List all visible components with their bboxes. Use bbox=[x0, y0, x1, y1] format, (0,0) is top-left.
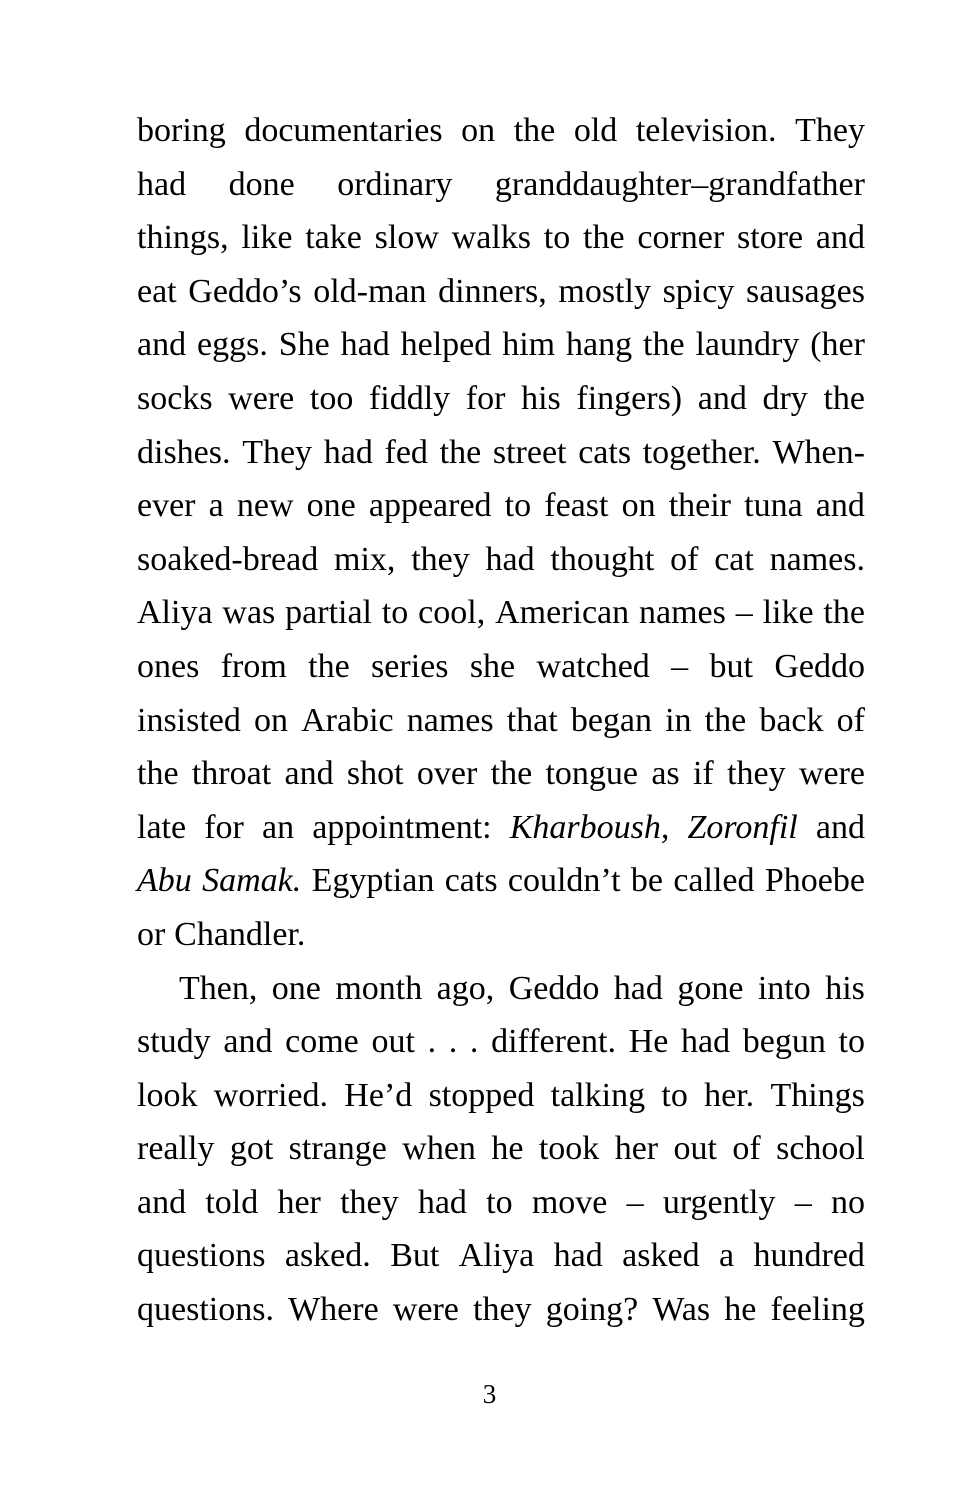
word: the bbox=[823, 379, 865, 417]
word: they bbox=[473, 1291, 532, 1329]
word: Then, bbox=[179, 969, 258, 1007]
word: questions. bbox=[137, 1291, 274, 1329]
word: to bbox=[838, 1023, 865, 1061]
word: a bbox=[208, 487, 224, 525]
word: was bbox=[222, 594, 276, 632]
word: couldn’t bbox=[507, 862, 621, 900]
word-italic: Zoronfil bbox=[687, 808, 798, 846]
word: had bbox=[485, 540, 535, 578]
word: on bbox=[621, 487, 656, 525]
text-line bbox=[137, 533, 865, 587]
word: new bbox=[236, 487, 294, 525]
text-line bbox=[137, 211, 865, 265]
text-line bbox=[137, 962, 865, 1016]
word: no bbox=[830, 1183, 865, 1221]
word: Aliya bbox=[458, 1237, 535, 1275]
text-line bbox=[137, 694, 865, 748]
text-line bbox=[137, 318, 865, 372]
word: on bbox=[461, 112, 496, 149]
word: an bbox=[261, 808, 295, 846]
word: take bbox=[305, 219, 362, 257]
word: he bbox=[491, 1130, 524, 1168]
word: eggs. bbox=[197, 326, 268, 364]
word: . bbox=[469, 1023, 479, 1061]
word: and bbox=[284, 755, 334, 793]
text-line bbox=[137, 1283, 865, 1337]
word: him bbox=[502, 326, 556, 364]
word: the bbox=[490, 755, 533, 793]
word: She bbox=[278, 326, 330, 364]
word: different. bbox=[491, 1023, 617, 1061]
word: they bbox=[727, 755, 786, 793]
word: appeared bbox=[368, 487, 492, 525]
word: questions bbox=[137, 1237, 266, 1275]
word: insisted bbox=[137, 701, 241, 739]
word: to bbox=[381, 594, 409, 632]
word: But bbox=[390, 1237, 440, 1275]
word: stopped bbox=[428, 1076, 535, 1114]
word: – bbox=[671, 647, 689, 685]
word: Geddo bbox=[508, 969, 600, 1007]
text-line bbox=[137, 265, 865, 319]
word: hundred bbox=[753, 1237, 865, 1275]
word: Was bbox=[652, 1291, 711, 1329]
word: too bbox=[309, 379, 354, 417]
word: into bbox=[757, 969, 811, 1007]
word: come bbox=[285, 1023, 359, 1061]
text-line bbox=[137, 747, 865, 801]
word: fed bbox=[384, 433, 428, 471]
word: dinners, bbox=[438, 272, 547, 310]
word: names bbox=[406, 701, 494, 739]
page-number: 3 bbox=[482, 1379, 497, 1409]
word: out bbox=[371, 1023, 415, 1061]
text-line bbox=[137, 104, 865, 158]
word: documentaries bbox=[244, 112, 443, 149]
word-italic: Abu bbox=[137, 862, 192, 900]
word: He bbox=[628, 1023, 669, 1061]
page-text-block bbox=[137, 104, 865, 1337]
text-line bbox=[137, 426, 865, 480]
word: for bbox=[465, 379, 506, 417]
word: going? bbox=[545, 1291, 639, 1329]
word: old bbox=[573, 112, 618, 149]
word: shot bbox=[346, 755, 404, 793]
word: walks bbox=[451, 219, 531, 257]
text-line bbox=[137, 1069, 865, 1123]
word: from bbox=[220, 647, 287, 685]
word: they bbox=[411, 540, 470, 578]
word: to bbox=[661, 1076, 688, 1114]
word: the bbox=[513, 112, 556, 149]
word: got bbox=[229, 1130, 274, 1168]
word: and bbox=[815, 219, 865, 257]
word: study bbox=[137, 1023, 211, 1061]
word: mostly bbox=[558, 272, 651, 310]
word: her. bbox=[704, 1076, 755, 1114]
word: to bbox=[543, 219, 571, 257]
word: – bbox=[735, 594, 753, 632]
word: the bbox=[439, 433, 482, 471]
word: done bbox=[228, 165, 295, 203]
word: (her bbox=[810, 326, 865, 364]
text-line bbox=[137, 908, 865, 962]
word: together. bbox=[642, 433, 761, 471]
word: had bbox=[323, 433, 373, 471]
word: look bbox=[137, 1076, 198, 1114]
word: one bbox=[306, 487, 356, 525]
word: for bbox=[204, 808, 244, 846]
text-line bbox=[137, 1122, 865, 1176]
word: Aliya bbox=[137, 594, 213, 632]
word: had bbox=[137, 165, 187, 203]
text-line bbox=[137, 158, 865, 212]
word: cat bbox=[714, 540, 754, 578]
word: . bbox=[427, 1023, 437, 1061]
word: as bbox=[651, 755, 680, 793]
word: had bbox=[417, 1183, 467, 1221]
text-line bbox=[137, 854, 865, 908]
word: really bbox=[137, 1130, 215, 1168]
word: when bbox=[402, 1130, 476, 1168]
word: boring bbox=[137, 112, 226, 149]
word: but bbox=[709, 647, 753, 685]
word: they bbox=[340, 1183, 399, 1221]
word: sausages bbox=[745, 272, 865, 310]
word: Chandler. bbox=[174, 915, 306, 953]
word: fiddly bbox=[368, 379, 451, 417]
word: feast bbox=[544, 487, 609, 525]
word: and bbox=[815, 487, 865, 525]
word: things, bbox=[137, 219, 229, 257]
word: one bbox=[271, 969, 321, 1007]
word: ones bbox=[137, 647, 200, 685]
word: When‐ bbox=[772, 433, 865, 471]
word: and bbox=[697, 379, 747, 417]
word: – bbox=[626, 1183, 644, 1221]
word: if bbox=[692, 755, 714, 793]
word: begun bbox=[742, 1023, 826, 1061]
word: Arabic bbox=[301, 701, 394, 739]
word: Geddo bbox=[774, 647, 865, 685]
word: old‐man bbox=[313, 272, 427, 310]
word: had bbox=[340, 326, 390, 364]
word: of bbox=[670, 540, 699, 578]
word: soaked‐bread bbox=[137, 540, 319, 578]
word: mix, bbox=[334, 540, 396, 578]
word: he bbox=[724, 1291, 757, 1329]
word: over bbox=[416, 755, 478, 793]
word: watched bbox=[536, 647, 650, 685]
word: her bbox=[277, 1183, 321, 1221]
word: back bbox=[759, 701, 824, 739]
word: had bbox=[553, 1237, 603, 1275]
word: took bbox=[538, 1130, 600, 1168]
word: move bbox=[531, 1183, 608, 1221]
word: slow bbox=[374, 219, 439, 257]
word: were bbox=[798, 755, 865, 793]
word: be bbox=[630, 862, 663, 900]
word: like bbox=[762, 594, 814, 632]
word: Where bbox=[288, 1291, 379, 1329]
word: helped bbox=[400, 326, 492, 364]
word: the bbox=[643, 326, 685, 364]
word: store bbox=[737, 219, 804, 257]
word: cats bbox=[578, 433, 632, 471]
word: had bbox=[613, 969, 663, 1007]
word: the bbox=[704, 701, 747, 739]
word: dry bbox=[762, 379, 808, 417]
text-line bbox=[137, 372, 865, 426]
word: the bbox=[823, 594, 865, 632]
word: names. bbox=[769, 540, 865, 578]
word: thought bbox=[550, 540, 655, 578]
word: tongue bbox=[545, 755, 639, 793]
word: of bbox=[732, 1130, 761, 1168]
word: appointment: bbox=[312, 808, 492, 846]
word: the bbox=[308, 647, 350, 685]
word: . bbox=[448, 1023, 458, 1061]
word: his bbox=[825, 969, 865, 1007]
word: month bbox=[335, 969, 423, 1007]
word: late bbox=[137, 808, 187, 846]
word: to bbox=[504, 487, 532, 525]
word: began bbox=[570, 701, 652, 739]
word: eat bbox=[137, 272, 177, 310]
word: in bbox=[665, 701, 692, 739]
word: Egyptian bbox=[311, 862, 435, 900]
word-italic: Samak. bbox=[202, 862, 302, 900]
text-line bbox=[137, 1229, 865, 1283]
word: ago, bbox=[436, 969, 495, 1007]
text-line bbox=[137, 1176, 865, 1230]
text-line bbox=[137, 640, 865, 694]
word: Geddo’s bbox=[188, 272, 302, 310]
word: dishes. bbox=[137, 433, 231, 471]
word: had bbox=[681, 1023, 731, 1061]
paragraph bbox=[137, 962, 865, 1337]
word: told bbox=[205, 1183, 259, 1221]
text-line bbox=[137, 1015, 865, 1069]
word: and bbox=[815, 808, 865, 846]
word: were bbox=[228, 379, 295, 417]
word: ever bbox=[137, 487, 196, 525]
word-italic: Kharboush, bbox=[509, 808, 670, 846]
word: school bbox=[776, 1130, 865, 1168]
word: spicy bbox=[662, 272, 735, 310]
word: television. bbox=[635, 112, 777, 149]
word: cats bbox=[444, 862, 498, 900]
word: series bbox=[371, 647, 449, 685]
word: talking bbox=[550, 1076, 646, 1114]
word: cool, bbox=[418, 594, 486, 632]
word: her bbox=[614, 1130, 659, 1168]
word: to bbox=[486, 1183, 513, 1221]
word: and bbox=[223, 1023, 273, 1061]
word: on bbox=[254, 701, 289, 739]
word: asked. bbox=[284, 1237, 371, 1275]
word: the bbox=[137, 755, 179, 793]
word: their bbox=[668, 487, 731, 525]
word: tuna bbox=[744, 487, 803, 525]
word: called bbox=[673, 862, 755, 900]
word: that bbox=[506, 701, 558, 739]
word: of bbox=[836, 701, 865, 739]
word: his bbox=[521, 379, 561, 417]
word: asked bbox=[622, 1237, 700, 1275]
word: fingers) bbox=[576, 379, 683, 417]
word: or bbox=[137, 915, 166, 953]
word: like bbox=[241, 219, 293, 257]
word: street bbox=[492, 433, 567, 471]
word: feeling bbox=[770, 1291, 865, 1329]
word: the bbox=[583, 219, 625, 257]
word: gone bbox=[677, 969, 744, 1007]
word: throat bbox=[191, 755, 272, 793]
word: He’d bbox=[344, 1076, 413, 1114]
word: urgently bbox=[662, 1183, 776, 1221]
word: ordinary bbox=[337, 165, 453, 203]
word: socks bbox=[137, 379, 213, 417]
text-line bbox=[137, 586, 865, 640]
word: names bbox=[638, 594, 726, 632]
word: They bbox=[795, 112, 865, 149]
word: American bbox=[495, 594, 630, 632]
word: she bbox=[469, 647, 516, 685]
paragraph bbox=[137, 104, 865, 962]
word: Phoebe bbox=[764, 862, 865, 900]
word: and bbox=[137, 1183, 187, 1221]
word: Things bbox=[770, 1076, 865, 1114]
word: – bbox=[794, 1183, 812, 1221]
text-line bbox=[137, 801, 865, 855]
text-line bbox=[137, 479, 865, 533]
word: a bbox=[719, 1237, 735, 1275]
word: They bbox=[242, 433, 313, 471]
word: granddaughter–grandfather bbox=[494, 165, 865, 203]
word: worried. bbox=[213, 1076, 328, 1114]
word: were bbox=[392, 1291, 459, 1329]
word: corner bbox=[637, 219, 725, 257]
word: laundry bbox=[695, 326, 800, 364]
word: strange bbox=[288, 1130, 387, 1168]
word: hang bbox=[566, 326, 633, 364]
word: partial bbox=[285, 594, 372, 632]
word: and bbox=[137, 326, 187, 364]
word: out bbox=[673, 1130, 717, 1168]
